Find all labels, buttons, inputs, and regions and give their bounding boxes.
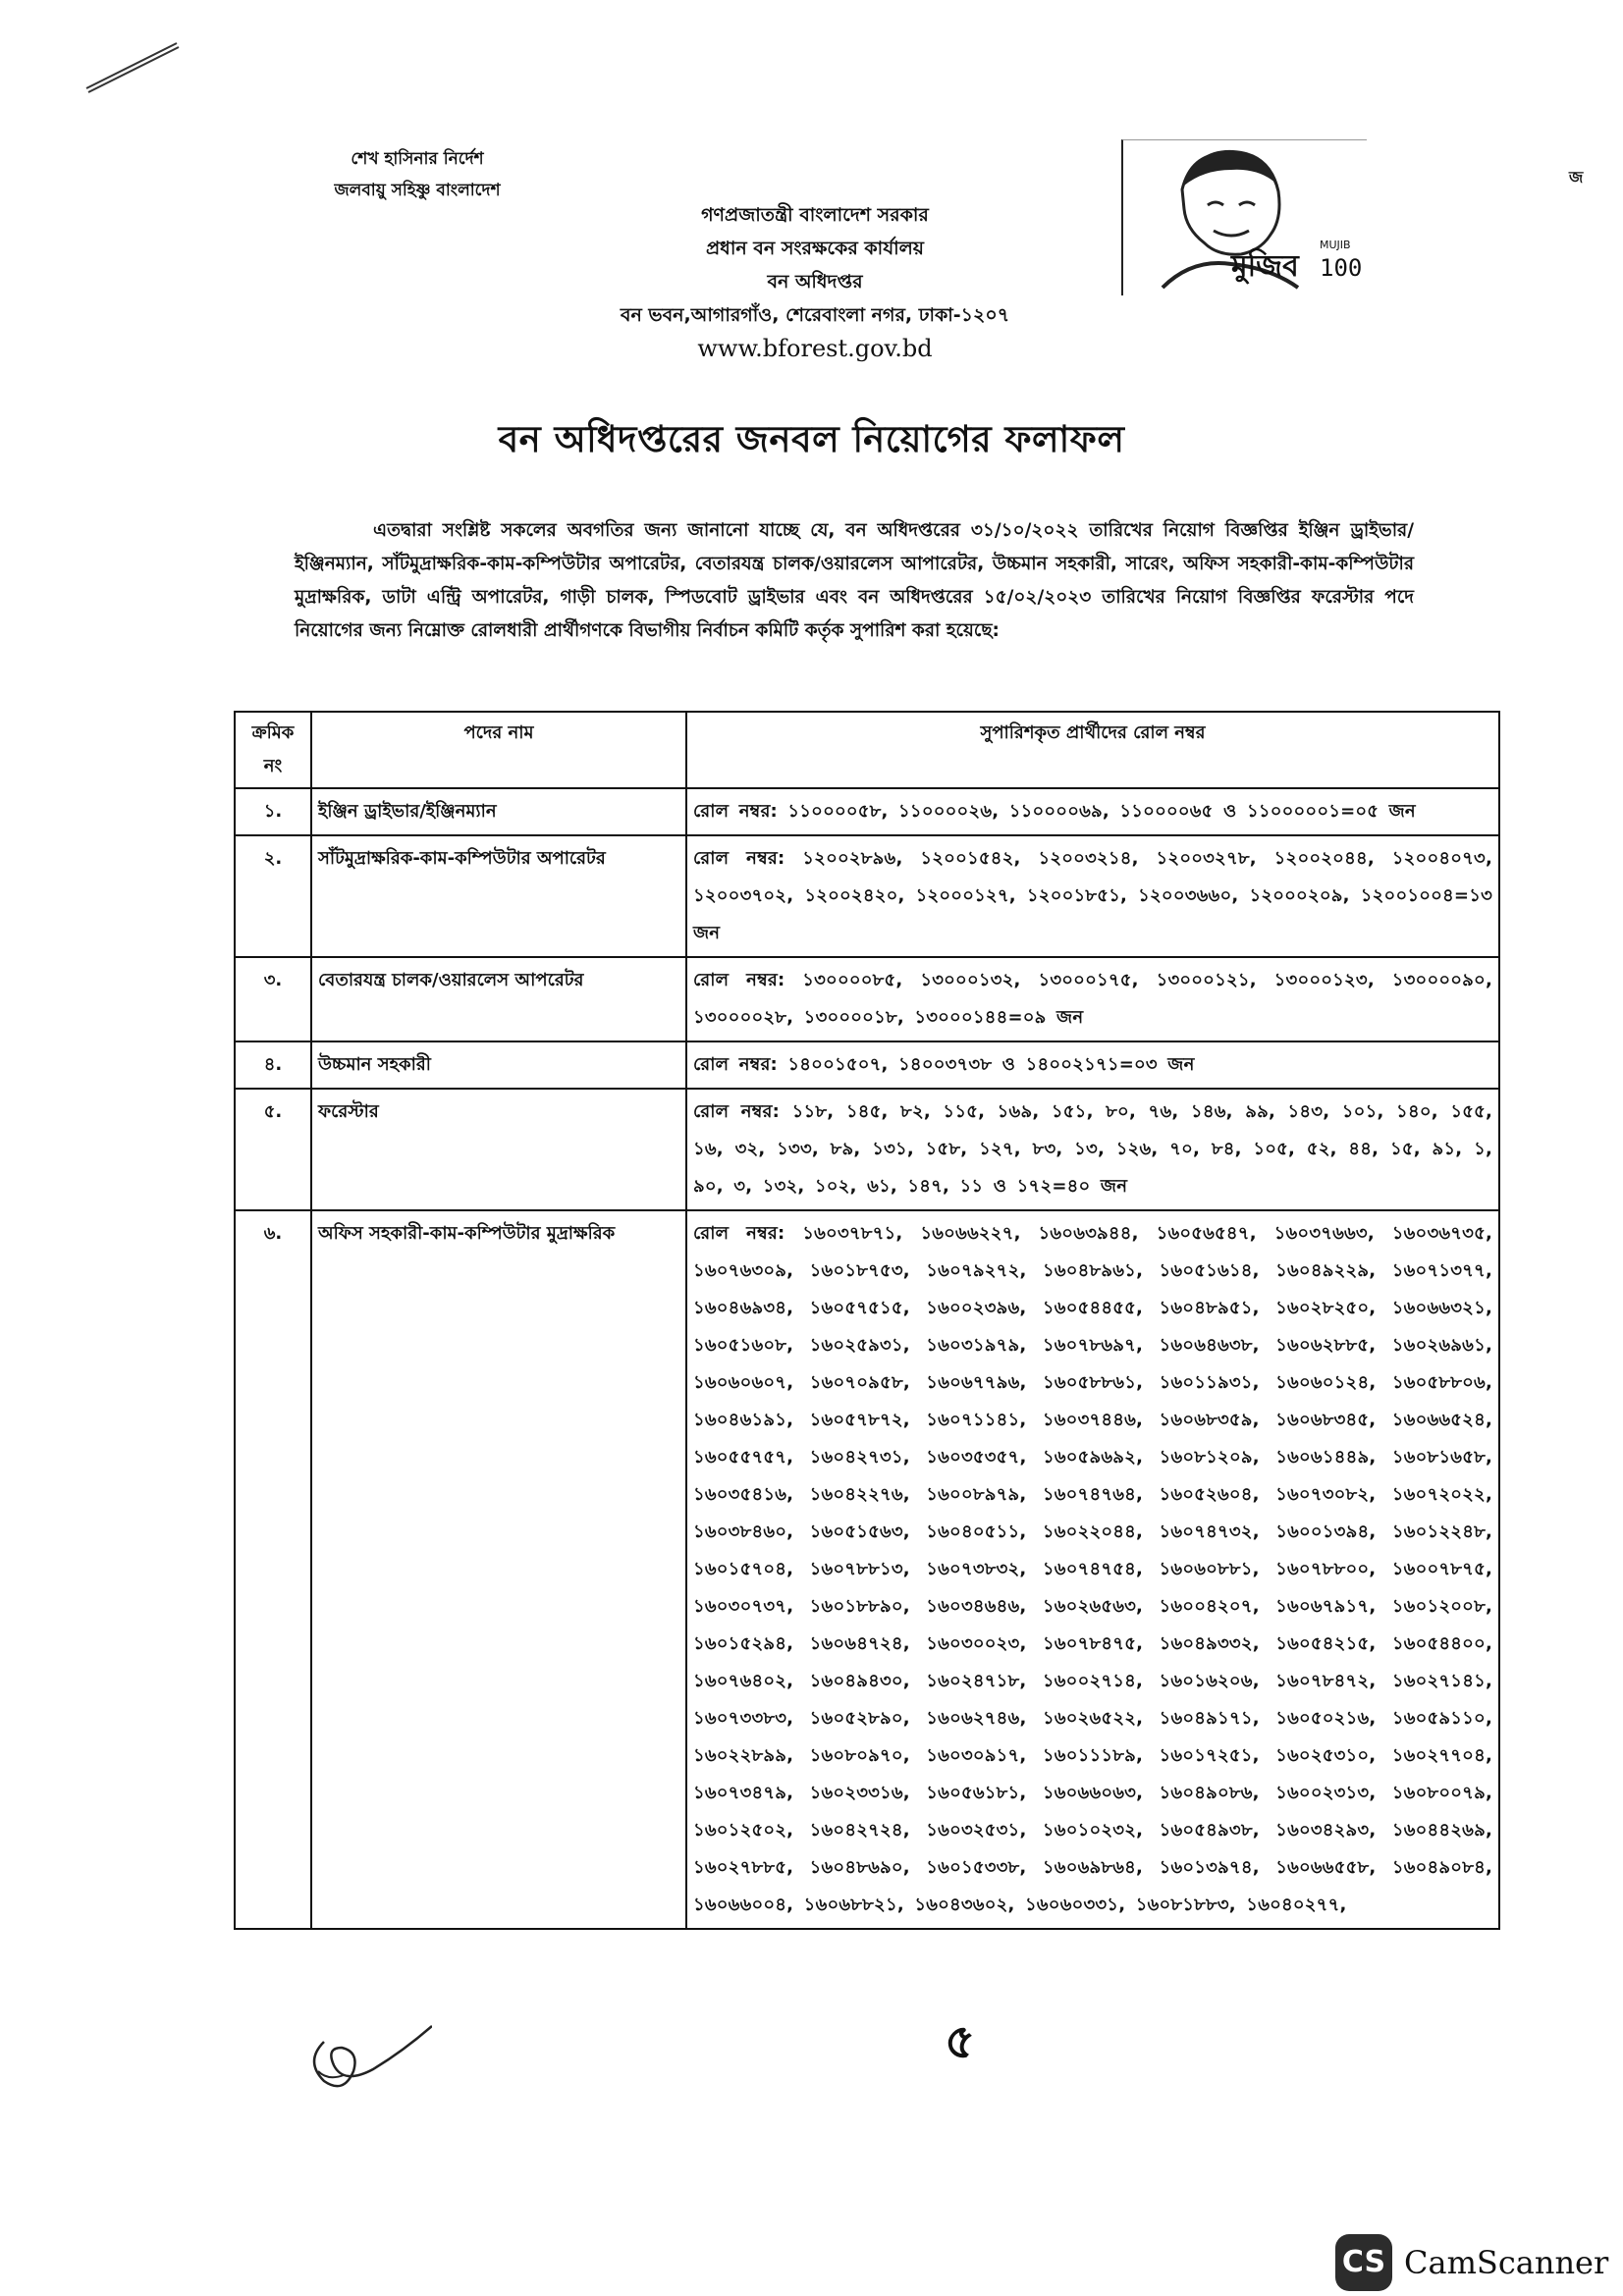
notice-paragraph — [295, 514, 1414, 648]
gov-line-4: বন ভবন,আগারগাঁও, শেরেবাংলা নগর, ঢাকা-১২০৭ — [620, 304, 1010, 326]
logo-number: 100 — [1320, 254, 1363, 282]
signature-mark — [295, 2002, 432, 2101]
row-serial: ৬. — [235, 1210, 311, 1929]
slogan — [324, 143, 511, 206]
website-url: www.bforest.gov.bd — [697, 335, 933, 362]
pen-mark — [79, 29, 187, 98]
notice-text: এতদ্বারা সংশ্লিষ্ট সকলের অবগতির জন্য জানানো যাচ্ছে যে, বন অধিদপ্তরের ৩১/১০/২০২২ তারিখের নিয়োগ বিজ্ঞপ্তির ইঞ্জিন ড্রাইভার/ইঞ্জিনম্যান, সাঁটমুদ্রাক্ষরিক-কাম-কম্পিউটার অপারেটর, বেতারযন্ত্র চালক/ওয়ারলেস আপারেটর, উচ্চমান সহকারী, সারেং, অফিস সহকারী-কাম-কম্পিউটার মুদ্রাক্ষরিক, ডাটা এন্ট্রি অপারেটর, গাড়ী চালক, স্পিডবোট ড্রাইভার এবং বন অধিদপ্তরের ১৫/০২/২০২৩ তারিখের নিয়োগ বিজ্ঞপ্তির ফরেস্টার পদে নিয়োগের জন্য নিম্নোক্ত রোলধারী প্রার্থীগণকে বিভাগীয় নির্বাচন কমিটি কর্তৃক সুপারিশ করা হয়েছে: — [295, 520, 1415, 641]
camscanner-logo-icon: CS — [1335, 2234, 1392, 2291]
row-rolls: রোল নম্বর: ১৩০০০০৮৫, ১৩০০০১৩২, ১৩০০০১৭৫, ১৩০০০১২১, ১৩০০০১২৩, ১৩০০০০৯০, ১৩০০০০২৮, ১৩০০০০১৮, ১৩০০০১৪৪=০৯ জন — [686, 957, 1499, 1041]
table-row — [235, 1089, 1499, 1210]
row-rolls: রোল নম্বর: ১২০০২৮৯৬, ১২০০১৫৪২, ১২০০৩২১৪, ১২০০৩২৭৮, ১২০০২০৪৪, ১২০০৪০৭৩, ১২০০৩৭০২, ১২০০২৪২০, ১২০০০১২৭, ১২০০১৮৫১, ১২০০৩৬৬০, ১২০০০২০৯, ১২০০১০০৪=১৩ জন — [686, 835, 1499, 957]
slogan-line-2: জলবায়ু সহিষ্ণু বাংলাদেশ — [334, 181, 501, 200]
page-number-mark: ৫ — [945, 2014, 976, 2069]
header-serial: ক্রমিক নং — [235, 712, 311, 788]
table-row — [235, 957, 1499, 1041]
logo-text-en: MUJIB — [1320, 239, 1351, 251]
table-row — [235, 1041, 1499, 1089]
edge-text: জ — [1569, 168, 1584, 187]
row-post: সাঁটমুদ্রাক্ষরিক-কাম-কম্পিউটার অপারেটর — [311, 835, 686, 957]
header-rolls: সুপারিশকৃত প্রার্থীদের রোল নম্বর — [686, 712, 1499, 788]
row-rolls: রোল নম্বর: ১৪০০১৫০৭, ১৪০০৩৭৩৮ ও ১৪০০২১৭১=০৩ জন — [686, 1041, 1499, 1089]
camscanner-watermark: CamScanner — [1404, 2244, 1609, 2281]
row-rolls: রোল নম্বর: ১১৮, ১৪৫, ৮২, ১১৫, ১৬৯, ১৫১, ৮০, ৭৬, ১৪৬, ৯৯, ১৪৩, ১০১, ১৪০, ১৫৫, ১৬, ৩২, ১৩৩, ৮৯, ১৩১, ১৫৮, ১২৭, ৮৩, ১৩, ১২৬, ৭০, ৮৪, ১০৫, ৫২, ৪৪, ১৫, ৯১, ১, ৯০, ৩, ১৩২, ১০২, ৬১, ১৪৭, ১১ ও ১৭২=৪০ জন — [686, 1089, 1499, 1210]
header-post: পদের নাম — [311, 712, 686, 788]
row-post: বেতারযন্ত্র চালক/ওয়ারলেস আপরেটর — [311, 957, 686, 1041]
results-table — [234, 711, 1500, 1930]
row-post: ইঞ্জিন ড্রাইভার/ইঞ্জিনম্যান — [311, 788, 686, 835]
row-serial: ১. — [235, 788, 311, 835]
government-header — [550, 198, 1080, 365]
table-row — [235, 835, 1499, 957]
row-post: ফরেস্টার — [311, 1089, 686, 1210]
gov-line-1: গণপ্রজাতন্ত্রী বাংলাদেশ সরকার — [701, 204, 929, 226]
row-serial: ৫. — [235, 1089, 311, 1210]
table-row — [235, 788, 1499, 835]
mujib-100-logo — [1121, 139, 1367, 295]
slogan-line-1: শেখ হাসিনার নির্দেশ — [351, 149, 484, 169]
gov-line-2: প্রধান বন সংরক্ষকের কার্যালয় — [706, 238, 924, 259]
row-rolls: রোল নম্বর: ১১০০০০৫৮, ১১০০০০২৬, ১১০০০০৬৯, ১১০০০০৬৫ ও ১১০০০০০১=০৫ জন — [686, 788, 1499, 835]
table-row — [235, 1210, 1499, 1929]
row-post: উচ্চমান সহকারী — [311, 1041, 686, 1089]
row-rolls: রোল নম্বর: ১৬০৩৭৮৭১, ১৬০৬৬২২৭, ১৬০৬৩৯৪৪, ১৬০৫৬৫৪৭, ১৬০৩৭৬৬৩, ১৬০৩৬৭৩৫, ১৬০৭৬৩০৯, ১৬০১৮৭৫৩, ১৬০৭৯২৭২, ১৬০৪৮৯৬১, ১৬০৫১৬১৪, ১৬০৪৯২২৯, ১৬০৭১৩৭৭, ১৬০৪৬৯৩৪, ১৬০৫৭৫১৫, ১৬০০২৩৯৬, ১৬০৫৪৪৫৫, ১৬০৪৮৯৫১, ১৬০২৮২৫০, ১৬০৬৬৩২১, ১৬০৫১৬০৮, ১৬০২৫৯৩১, ১৬০৩১৯৭৯, ১৬০৭৮৬৯৭, ১৬০৬৪৬৩৮, ১৬০৬২৮৮৫, ১৬০২৬৯৬১, ১৬০৬০৬০৭, ১৬০৭০৯৫৮, ১৬০৬৭৭৯৬, ১৬০৫৮৮৬১, ১৬০১১৯৩১, ১৬০৬০১২৪, ১৬০৫৮৮০৬, ১৬০৪৬১৯১, ১৬০৫৭৮৭২, ১৬০৭১১৪১, ১৬০৩৭৪৪৬, ১৬০৬৮৩৫৯, ১৬০৬৮৩৪৫, ১৬০৬৬৫২৪, ১৬০৫৫৭৫৭, ১৬০৪২৭৩১, ১৬০৩৫৩৫৭, ১৬০৫৯৬৯২, ১৬০৮১২০৯, ১৬০৬১৪৪৯, ১৬০৮১৬৫৮, ১৬০৩৫৪১৬, ১৬০৪২২৭৬, ১৬০০৮৯৭৯, ১৬০৭৪৭৬৪, ১৬০৫২৬০৪, ১৬০৭৩০৮২, ১৬০৭২০২২, ১৬০৩৮৪৬০, ১৬০৫১৫৬৩, ১৬০৪০৫১১, ১৬০২২০৪৪, ১৬০৭৪৭৩২, ১৬০০১৩৯৪, ১৬০১২২৪৮, ১৬০১৫৭০৪, ১৬০৭৮৮১৩, ১৬০৭৩৮৩২, ১৬০৭৪৭৫৪, ১৬০৬০৮৮১, ১৬০৭৮৮০০, ১৬০০৭৮৭৫, ১৬০৩০৭৩৭, ১৬০১৮৮৯০, ১৬০৩৪৬৪৬, ১৬০২৬৫৬৩, ১৬০০৪২০৭, ১৬০৬৭৯১৭, ১৬০১২০০৮, ১৬০১৫২৯৪, ১৬০৬৪৭২৪, ১৬০৩০০২৩, ১৬০৭৮৪৭৫, ১৬০৪৯৩৩২, ১৬০৫৪২১৫, ১৬০৫৪৪০০, ১৬০৭৬৪০২, ১৬০৪৯৪৩০, ১৬০২৪৭১৮, ১৬০০২৭১৪, ১৬০১৬২০৬, ১৬০৭৮৪৭২, ১৬০২৭১৪১, ১৬০৭৩৩৮৩, ১৬০৫২৮৯০, ১৬০৬২৭৪৬, ১৬০২৬৫২২, ১৬০৪৯১৭১, ১৬০৫০২১৬, ১৬০৫৯১১০, ১৬০২২৮৯৯, ১৬০৮০৯৭০, ১৬০৩০৯১৭, ১৬০১১১৮৯, ১৬০১৭২৫১, ১৬০২৫৩১০, ১৬০২৭৭০৪, ১৬০৭৩৪৭৯, ১৬০২৩৩১৬, ১৬০৫৬১৮১, ১৬০৬৬০৬৩, ১৬০৪৯০৮৬, ১৬০০২৩১৩, ১৬০৮০০৭৯, ১৬০১২৫০২, ১৬০৪২৭২৪, ১৬০৩২৫৩১, ১৬০১০২৩২, ১৬০৫৪৯৩৮, ১৬০৩৪২৯৩, ১৬০৪৪২৬৯, ১৬০২৭৮৮৫, ১৬০৪৮৬৯০, ১৬০১৫৩৩৮, ১৬০৬৯৮৬৪, ১৬০১৩৯৭৪, ১৬০৬৬৫৫৮, ১৬০৪৯০৮৪, ১৬০৬৬০০৪, ১৬০৬৮৮২১, ১৬০৪৩৬০২, ১৬০৬০৩৩১, ১৬০৮১৮৮৩, ১৬০৪০২৭৭, — [686, 1210, 1499, 1929]
row-serial: ২. — [235, 835, 311, 957]
page-title: বন অধিদপ্তরের জনবল নিয়োগের ফলাফল — [498, 418, 1125, 460]
row-serial: ৩. — [235, 957, 311, 1041]
row-post: অফিস সহকারী-কাম-কম্পিউটার মুদ্রাক্ষরিক — [311, 1210, 686, 1929]
table-header-row — [235, 712, 1499, 788]
gov-line-3: বন অধিদপ্তর — [767, 271, 863, 293]
row-serial: ৪. — [235, 1041, 311, 1089]
logo-text-bn: মুজিব — [1231, 249, 1299, 284]
